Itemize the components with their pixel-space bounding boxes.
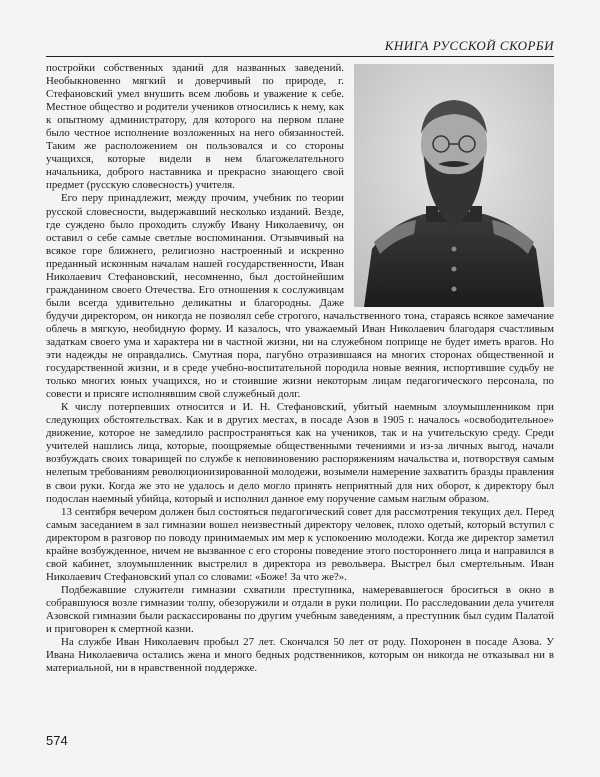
paragraph-4: 13 сентября вечером должен был состояться педагогический совет для рассмотрения текущих дел. Перед самым заседанием в зал гимназии вошел неизвестный директору человек, плохо одетый, который вступил с директором в разговор по поводу принимаемых им мер к успокоению молодежи. Когда же директор заметил крайне возбужденное, ничем не вызванное с его стороны поведение этого постороннего лица и направился в свой кабинет, злоумышленник выстрелил в директора из револьвера. Выстрел был смертельным. Иван Николаевич Стефановский упал со словами: «Боже! За что же?». — [46, 505, 554, 583]
body-text — [46, 62, 554, 675]
header-rule — [46, 56, 554, 57]
paragraph-5: Подбежавшие служители гимназии схватили преступника, намеревавшегося броситься в окно в собравшуюся возле гимназии толпу, обезоружили и отдали в руки полиции. По расследовании дела учителя Азовской гимназии были раскассированы по другим учебным заведениям, а преступник был судим Палатой и приговорен к смертной казни. — [46, 583, 554, 636]
paragraph-6: На службе Иван Николаевич пробыл 27 лет. Скончался 50 лет от роду. Похоронен в посаде Азова. У Ивана Николаевича остались жена и много бедных родственников, которым он никогда не отказывал ни в материальной, ни в нравственной поддержке. — [46, 636, 554, 675]
paragraph-1: постройки собственных зданий для названных заведений. Необыкновенно мягкий и доверчивый по природе, г. Стефановский умел внушить всем любовь и уважение к себе. Местное общество и родители учеников относились к нему, как к опытному администратору, для которого на первом плане было честное исполнение возложенных на него обязанностей. Таким же расположением он пользовался и со стороны учащихся, которые видели в нем благожелательного начальника, доброго наставника и прекрасно знающего свой предмет (русскую словесность) учителя. — [46, 62, 344, 192]
running-header: КНИГА РУССКОЙ СКОРБИ — [384, 38, 554, 53]
paragraph-3: К числу потерпевших относится и И. Н. Стефановский, убитый наемным злоумышленником при следующих обстоятельствах. Как и в других местах, в посаде Азов в 1905 г. началось «освободительное» движение, которое не замедлило распространяться как на учеников, так и на учительскую среду. Среди учителей нашлись лица, которые, поощряемые общественными течениями и из-за личных выгод, начали возбуждать своих товарищей по службе к неповиновению распоряжениям начальства и, потворствуя самым нелепым требованиям революционизированной молодежи, возымели намерение захватить бразды правления в свои руки. Когда же это не удалось и дело могло принять неприятный для них оборот, к директору был подослан наемный убийца, который и исполнил данное ему поручение самым наглым образом. — [46, 401, 554, 505]
page-number: 574 — [46, 733, 68, 748]
portrait-photo — [354, 64, 554, 307]
portrait-image — [354, 64, 554, 307]
paragraph-2: Его перу принадлежит, между прочим, учебник по теории русской словесности, выдержавший несколько изданий. Везде, где суждено было проходить службу Ивану Николаевичу, он оставил о себе самые светлые воспоминания. Отзывчивый на всякое горе ближнего, религиозно настроенный и искренно преданный исконным началам нашей государственности, Иван Николаевич Стефановский, несомненно, был достойнейшим гражданином своего Отечества. Его отношения к сослуживцам были всегда удивительно деликатны и благородны. Даже будучи директором, он никогда не позволял себе строгого, начальственного тона, стараясь всякое замечание облечь в мягкую, необидную форму. И казалось, что уважаемый Иван Николаевич благодаря счастливым задаткам своего ума и характера ни в частной жизни, ни на служебном поприще не будет иметь врагов. Но эти надежды не оправдались. Смутная пора, пагубно отразившаяся на многих сторонах общественной и государственной жизни, и в среде учебно-воспитательной породила новые веяния, испортившие судьбу не только многих юных учащихся, но и стоившие жизни некоторым лицам педагогического персонала, по совести и присяге исполнявшим свой служебный долг. — [46, 192, 554, 401]
